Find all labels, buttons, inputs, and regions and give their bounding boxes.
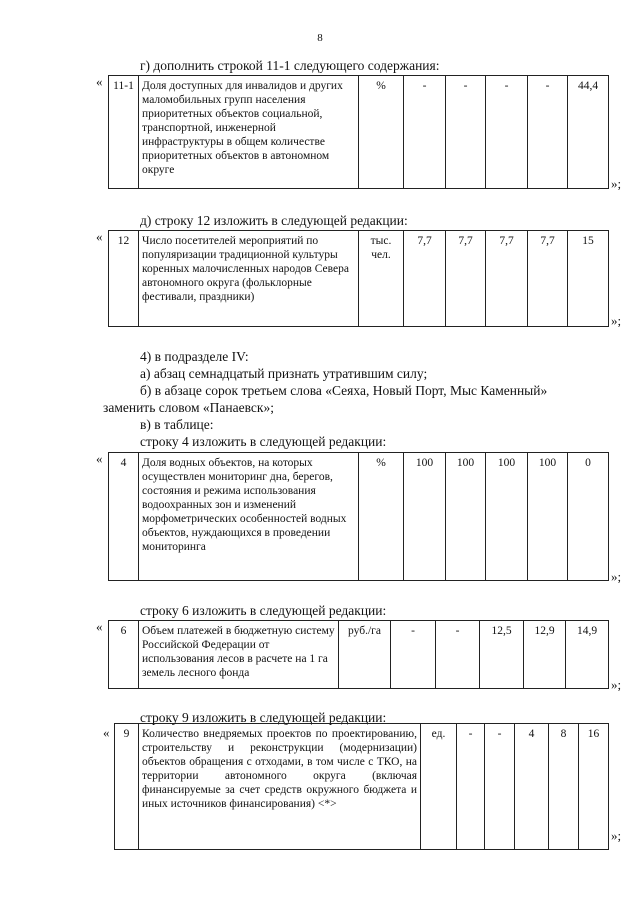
open-quote: « [96, 229, 103, 244]
table-row-9 [114, 723, 609, 850]
row-value: - [404, 76, 446, 189]
row-unit: ед. [421, 724, 457, 850]
intro-row-6: строку 6 изложить в следующей редакции: [140, 603, 387, 618]
row-description: Объем платежей в бюджетную систему Российской Федерации от использования лесов в расчете на 1 га земель лесного фонда [139, 621, 339, 689]
row-value: 8 [549, 724, 579, 850]
row-description: Доля водных объектов, на которых осуществлен мониторинг дна, берегов, состояния и режима использования водоохранных зон и изменений морфометрических особенностей водных объектов, нуждающихся в проведении мониторинга [139, 453, 359, 581]
row-value: 100 [446, 453, 486, 581]
row-value: 100 [486, 453, 528, 581]
intro-row-9: строку 9 изложить в следующей редакции: [140, 710, 387, 725]
intro-row-12: д) строку 12 изложить в следующей редакции: [140, 213, 408, 228]
row-unit: % [359, 453, 404, 581]
row-value: 7,7 [486, 231, 528, 327]
row-value: 100 [528, 453, 568, 581]
close-quote: »; [611, 313, 622, 328]
close-quote: »; [611, 569, 622, 584]
subsection-4-heading: 4) в подразделе IV: [140, 349, 249, 364]
row-value: 15 [568, 231, 609, 327]
row-value: 7,7 [404, 231, 446, 327]
close-quote: »; [611, 828, 622, 843]
subsection-4-item-b-line2: заменить словом «Панаевск»; [103, 400, 274, 415]
row-value: 44,4 [568, 76, 609, 189]
subsection-4-item-v: в) в таблице: [140, 417, 214, 432]
subsection-4-item-b-line1: б) в абзаце сорок третьем слова «Сеяха, Новый Порт, Мыс Каменный» [140, 383, 548, 398]
row-unit: тыс. чел. [359, 231, 404, 327]
row-value: 0 [568, 453, 609, 581]
row-value: 12,9 [524, 621, 566, 689]
table-row-6 [108, 620, 609, 689]
row-number: 12 [109, 231, 139, 327]
row-unit: % [359, 76, 404, 189]
row-number: 4 [109, 453, 139, 581]
row-value: - [436, 621, 480, 689]
row-unit: руб./га [339, 621, 391, 689]
row-value: 14,9 [566, 621, 609, 689]
row-number: 9 [115, 724, 139, 850]
close-quote: »; [611, 176, 622, 191]
open-quote: « [96, 451, 103, 466]
row-description: Доля доступных для инвалидов и других маломобильных групп населения приоритетных объектов социальной, транспортной, инженерной инфраструктуры в общем количестве приоритетных объектов в автономном округе [139, 76, 359, 189]
row-description: Количество внедряемых проектов по проектированию, строительству и реконструкции (модернизации) объектов обращения с отходами, в том числе с ТКО, на территории автономного округа (включая финансируемые за счет средств окружного бюджета и иных источников финансирования) <*> [139, 724, 421, 850]
close-quote: »; [611, 677, 622, 692]
row-value: 4 [515, 724, 549, 850]
table-row-12 [108, 230, 609, 327]
table-row-4 [108, 452, 609, 581]
row-value: - [528, 76, 568, 189]
intro-row-4: строку 4 изложить в следующей редакции: [140, 434, 387, 449]
row-number: 11-1 [109, 76, 139, 189]
row-value: - [391, 621, 436, 689]
row-value: 7,7 [446, 231, 486, 327]
table-row-11-1 [108, 75, 609, 189]
subsection-4-item-a: а) абзац семнадцатый признать утратившим силу; [140, 366, 428, 381]
page-number: 8 [317, 32, 323, 44]
open-quote: « [96, 74, 103, 89]
row-value: 100 [404, 453, 446, 581]
intro-row-11-1: г) дополнить строкой 11-1 следующего содержания: [140, 58, 440, 73]
row-value: - [446, 76, 486, 189]
row-value: 12,5 [480, 621, 524, 689]
row-description: Число посетителей мероприятий по популяризации традиционной культуры коренных малочисленных народов Севера автономного округа (фольклорные фестивали, праздники) [139, 231, 359, 327]
open-quote: « [103, 725, 110, 740]
row-value: 7,7 [528, 231, 568, 327]
row-number: 6 [109, 621, 139, 689]
row-value: - [486, 76, 528, 189]
row-value: - [457, 724, 485, 850]
open-quote: « [96, 619, 103, 634]
row-value: 16 [579, 724, 609, 850]
row-value: - [485, 724, 515, 850]
